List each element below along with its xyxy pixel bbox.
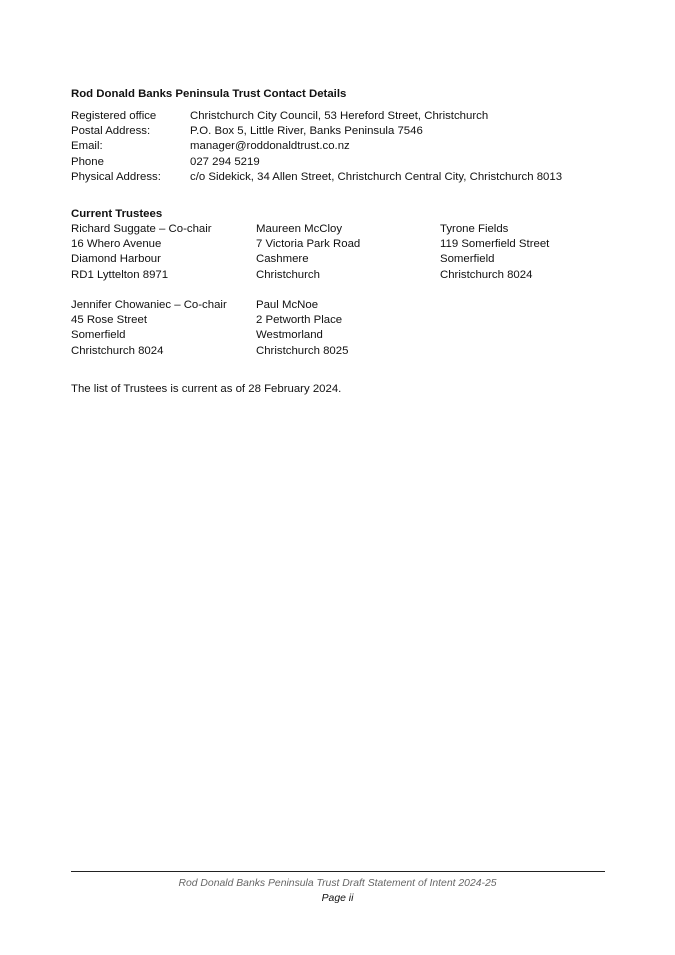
contact-row-phone [71,155,611,170]
trustee-card-paul-mcnoe [256,298,348,359]
trustee-address-line: Diamond Harbour [71,253,161,266]
contact-value: c/o Sidekick, 34 Allen Street, Christchurch Central City, Christchurch 8013 [190,170,563,183]
trustee-name: Tyrone Fields [440,223,509,235]
contact-details-heading: Rod Donald Banks Peninsula Trust Contact Details [71,88,347,100]
trustee-address-line: Somerfield [440,253,495,266]
trustee-name: Maureen McCloy [256,223,343,235]
contact-label: Postal Address: [71,125,151,138]
trustee-address-line: 16 Whero Avenue [71,238,162,251]
trustee-address-line: RD1 Lyttelton 8971 [71,268,169,281]
trustee-card-maureen-mccloy [256,222,360,283]
trustee-address-line: Westmorland [256,329,323,342]
contact-details-table [71,109,611,185]
trustee-address-line: Christchurch [256,268,320,281]
trustee-card-jennifer-chowaniec [71,298,227,359]
trustee-card-tyrone-fields [440,222,549,283]
trustee-name: Jennifer Chowaniec – Co-chair [71,299,227,311]
contact-row-email [71,139,611,154]
trustee-address-line: 119 Somerfield Street [440,238,550,251]
current-trustees-heading: Current Trustees [71,208,163,220]
contact-label: Phone [71,155,104,168]
contact-value: Christchurch City Council, 53 Hereford Street, Christchurch [190,110,489,122]
email-link[interactable]: manager@roddonaldtrust.co.nz [190,140,350,153]
trustee-address-line: Cashmere [256,253,309,266]
trustee-address-line: Somerfield [71,329,126,342]
trustee-name: Paul McNoe [256,299,319,311]
trustee-name: Richard Suggate – Co-chair [71,223,212,235]
footer-page-number: Page ii [321,893,354,904]
contact-value: 027 294 5219 [190,155,260,168]
contact-label: Physical Address: [71,170,161,183]
contact-label: Registered office [71,110,157,122]
trustee-card-richard-suggate [71,222,212,283]
trustee-address-line: 45 Rose Street [71,314,147,327]
contact-label: Email: [71,140,103,153]
contact-row-physical-address [71,170,611,185]
trustees-currency-note: The list of Trustees is current as of 28 February 2024. [71,383,342,395]
trustee-address-line: Christchurch 8025 [256,344,349,357]
footer-document-title: Rod Donald Banks Peninsula Trust Draft Statement of Intent 2024-25 [178,878,497,889]
contact-value: P.O. Box 5, Little River, Banks Peninsula 7546 [190,125,423,138]
contact-row-postal-address [71,124,611,139]
trustee-address-line: 2 Petworth Place [256,314,343,327]
contact-row-registered-office [71,109,611,124]
trustee-address-line: Christchurch 8024 [71,344,164,357]
trustee-address-line: 7 Victoria Park Road [256,238,361,251]
trustee-address-line: Christchurch 8024 [440,268,533,281]
footer-divider [71,871,605,872]
